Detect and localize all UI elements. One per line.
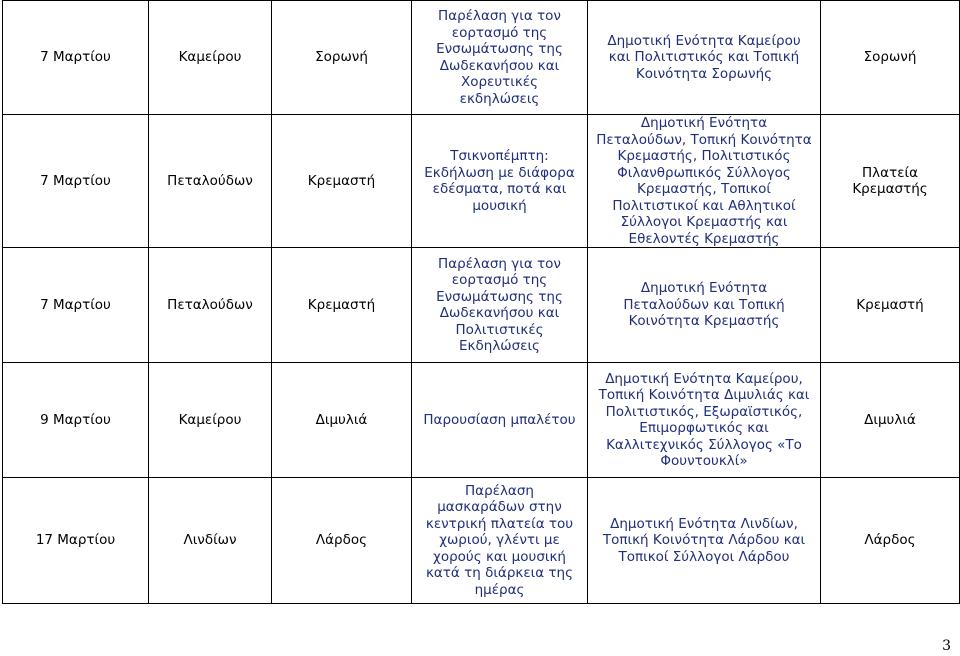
- municipality-cell: Πεταλούδων: [149, 115, 272, 248]
- area-cell: Λάρδος: [272, 478, 412, 604]
- place-cell: Λάρδος: [821, 478, 960, 604]
- organizer-cell: Δημοτική Ενότητα Καμείρου, Τοπική Κοινότητα Διμυλιάς και Πολιτιστικός, Εξωραϊστικός, Επιμορφωτικός και Καλλιτεχνικός Σύλλογος «Το Φουντουκλί»: [588, 363, 821, 478]
- area-cell: Κρεμαστή: [272, 248, 412, 363]
- table-row: [3, 363, 960, 478]
- table-row: [3, 1, 960, 115]
- place-cell: Σορωνή: [821, 1, 960, 115]
- municipality-cell: Λινδίων: [149, 478, 272, 604]
- event-cell: Παρουσίαση μπαλέτου: [412, 363, 588, 478]
- municipality-cell: Καμείρου: [149, 363, 272, 478]
- organizer-cell: Δημοτική Ενότητα Λινδίων, Τοπική Κοινότητα Λάρδου και Τοπικοί Σύλλογοι Λάρδου: [588, 478, 821, 604]
- table-row: [3, 478, 960, 604]
- place-cell: Πλατεία Κρεμαστής: [821, 115, 960, 248]
- page-number: 3: [942, 638, 951, 654]
- area-cell: Κρεμαστή: [272, 115, 412, 248]
- event-cell: Παρέλαση για τον εορτασμό της Ενσωμάτωσης της Δωδεκανήσου και Πολιτιστικές Εκδηλώσεις: [412, 248, 588, 363]
- date-cell: 17 Μαρτίου: [3, 478, 149, 604]
- date-cell: 7 Μαρτίου: [3, 1, 149, 115]
- table-row: [3, 115, 960, 248]
- date-cell: 9 Μαρτίου: [3, 363, 149, 478]
- area-cell: Σορωνή: [272, 1, 412, 115]
- place-cell: Κρεμαστή: [821, 248, 960, 363]
- date-cell: 7 Μαρτίου: [3, 115, 149, 248]
- organizer-cell: Δημοτική Ενότητα Πεταλούδων και Τοπική Κοινότητα Κρεμαστής: [588, 248, 821, 363]
- table-row: [3, 248, 960, 363]
- event-cell: Παρέλαση για τον εορτασμό της Ενσωμάτωσης της Δωδεκανήσου και Χορευτικές εκδηλώσεις: [412, 1, 588, 115]
- area-cell: Διμυλιά: [272, 363, 412, 478]
- municipality-cell: Καμείρου: [149, 1, 272, 115]
- date-cell: 7 Μαρτίου: [3, 248, 149, 363]
- event-cell: Τσικνοπέμπτη: Εκδήλωση με διάφορα εδέσματα, ποτά και μουσική: [412, 115, 588, 248]
- events-table: [2, 0, 960, 604]
- event-cell: Παρέλαση μασκαράδων στην κεντρική πλατεία του χωριού, γλέντι με χορούς και μουσική κατά τη διάρκεια της ημέρας: [412, 478, 588, 604]
- organizer-cell: Δημοτική Ενότητα Πεταλούδων, Τοπική Κοινότητα Κρεμαστής, Πολιτιστικός Φιλανθρωπικός Σύλλογος Κρεμαστής, Τοπικοί Πολιτιστικοί και Αθλητικοί Σύλλογοι Κρεμαστής και Εθελοντές Κρεμαστής: [588, 115, 821, 248]
- place-cell: Διμυλιά: [821, 363, 960, 478]
- organizer-cell: Δημοτική Ενότητα Καμείρου και Πολιτιστικός και Τοπική Κοινότητα Σορωνής: [588, 1, 821, 115]
- municipality-cell: Πεταλούδων: [149, 248, 272, 363]
